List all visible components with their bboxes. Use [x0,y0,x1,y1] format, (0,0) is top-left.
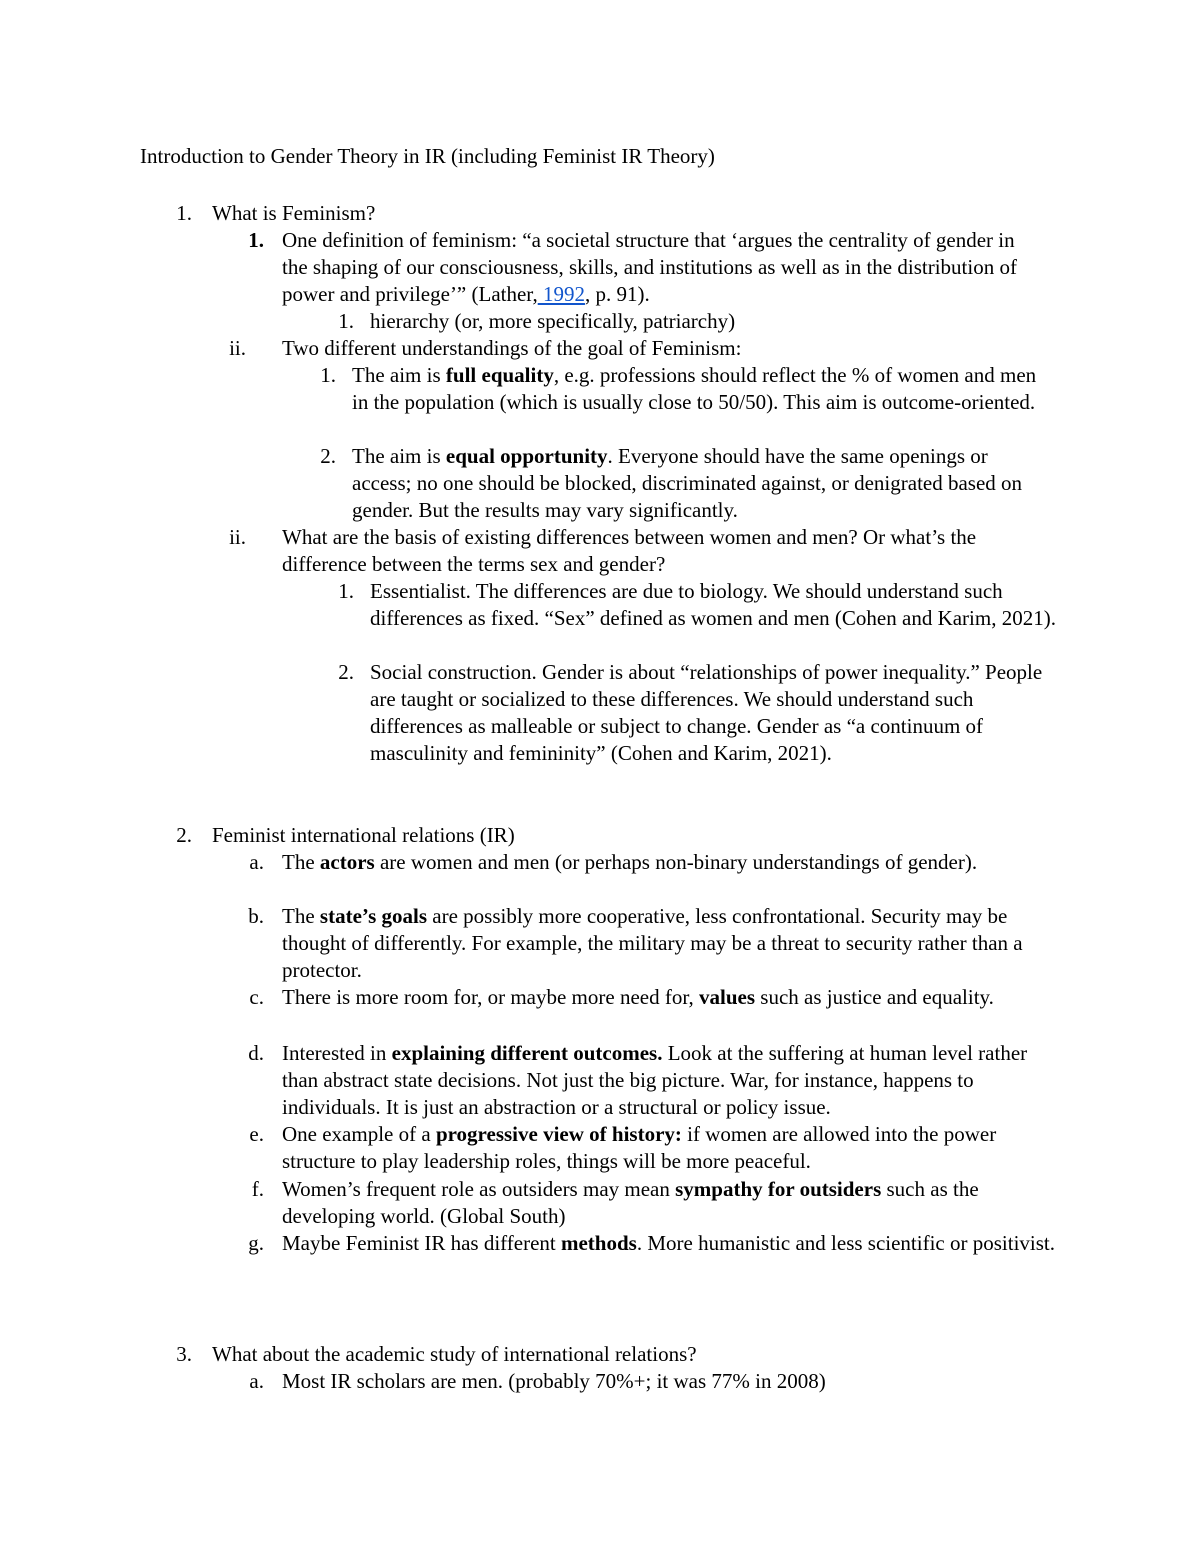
list-item-essentialist [140,578,1060,659]
list-number: a. [249,850,264,874]
definition-text [282,227,1044,308]
hierarchy-text: hierarchy (or, more specifically, patriarchy) [370,309,736,333]
differences-text: What are the basis of existing differences between women and men? Or what’s the difference between the terms sex and gender? [282,525,977,576]
list-item-state-goals [140,903,1060,984]
state-goals-text: The state’s goals are possibly more cooperative, less confrontational. Security may be thought of differently. For example, the military may be a threat to security rather than a protector. [282,904,1023,982]
equal-opportunity-text: The aim is equal opportunity. Everyone should have the same openings or access; no one should be blocked, discriminated against, or denigrated based on gender. But the results may vary significantly. [352,444,1023,522]
section-1 [140,200,1060,227]
list-number: 1. [320,363,336,387]
section-1-heading: What is Feminism? [212,201,376,225]
bold-term: explaining different outcomes. [391,1041,663,1065]
section-2-heading: Feminist international relations (IR) [212,823,515,847]
list-item-outcomes [140,1040,1060,1121]
list-number: f. [251,1177,264,1201]
list-number: 3. [176,1342,192,1366]
definition-page: , p. 91). [584,282,650,306]
essentialist-text: Essentialist. The differences are due to biology. We should understand such differences as fixed. “Sex” defined as women and men (Cohen and Karim, 2021). [370,579,1056,630]
methods-text: Maybe Feminist IR has different methods. More humanistic and less scientific or positivist. [282,1231,1056,1255]
list-number: 1. [338,579,354,603]
list-number: ii. [229,525,246,549]
section-3-heading: What about the academic study of international relations? [212,1342,697,1366]
list-item-full-equality [140,362,1060,443]
definition-quote: One definition of feminism: “a societal structure that ‘argues the centrality of gender in the shaping of our consciousness, skills, and institutions as well as in the distribution of power and privilege’” (Lather, [282,228,1017,306]
outsiders-text: Women’s frequent role as outsiders may mean sympathy for outsiders such as the developing world. (Global South) [282,1177,979,1228]
bold-term: full equality [445,363,554,387]
section-3 [140,1341,1060,1368]
values-text: There is more room for, or maybe more need for, values such as justice and equality. [282,985,994,1009]
bold-term: equal opportunity [445,444,608,468]
scholars-text: Most IR scholars are men. (probably 70%+; it was 77% in 2008) [282,1369,826,1393]
citation-link-1992[interactable]: 1992 [537,282,585,306]
outcomes-text: Interested in explaining different outcomes. Look at the suffering at human level rather than abstract state decisions. Not just the big picture. War, for instance, happens to individuals. It is just an abstraction or a structural or policy issue. [282,1041,1028,1119]
list-item-methods [140,1230,1060,1284]
list-number: ii. [229,336,246,360]
progressive-view-text: One example of a progressive view of history: if women are allowed into the power structure to play leadership roles, things will be more peaceful. [282,1122,997,1173]
list-number: 2. [320,444,336,468]
bold-term: methods [560,1231,637,1255]
list-number: b. [248,904,264,928]
list-item-goals [140,335,1060,362]
document-title: Introduction to Gender Theory in IR (including Feminist IR Theory) [140,144,715,168]
social-construction-text: Social construction. Gender is about “relationships of power inequality.” People are taught or socialized to these differences. We should understand such differences as malleable or subject to change. Gender as “a continuum of masculinity and femininity” (Cohen and Karim, 2021). [370,660,1043,765]
list-item-values [140,984,1060,1038]
bold-term: sympathy for outsiders [675,1177,882,1201]
section-2 [140,822,1060,849]
list-number: a. [249,1369,264,1393]
list-number: 2. [338,660,354,684]
list-number: 2. [176,823,192,847]
list-item-progressive-view [140,1121,1060,1175]
list-number: e. [249,1122,264,1146]
list-item-scholars [140,1368,1060,1395]
bold-term: actors [319,850,375,874]
list-item-definition [140,227,1060,308]
bold-term: values [699,985,756,1009]
list-number: 1. [176,201,192,225]
list-number: g. [248,1231,264,1255]
list-item-social-construction [140,659,1060,767]
list-item-differences [140,524,1060,578]
list-number: d. [248,1041,264,1065]
full-equality-text: The aim is full equality, e.g. professions should reflect the % of women and men in the population (which is usually close to 50/50). This aim is outcome-oriented. [352,363,1037,414]
list-number: 1. [338,309,354,333]
list-item-outsiders [140,1176,1060,1230]
actors-text: The actors are women and men (or perhaps non-binary understandings of gender). [282,850,978,874]
bold-term: progressive view of history: [435,1122,682,1146]
list-number: c. [249,985,264,1009]
list-number: 1. [248,228,264,252]
goals-text: Two different understandings of the goal of Feminism: [282,336,742,360]
list-item-equal-opportunity [140,443,1060,524]
bold-term: state’s goals [319,904,428,928]
list-item-actors [140,849,1060,903]
list-item-hierarchy [140,308,1060,335]
